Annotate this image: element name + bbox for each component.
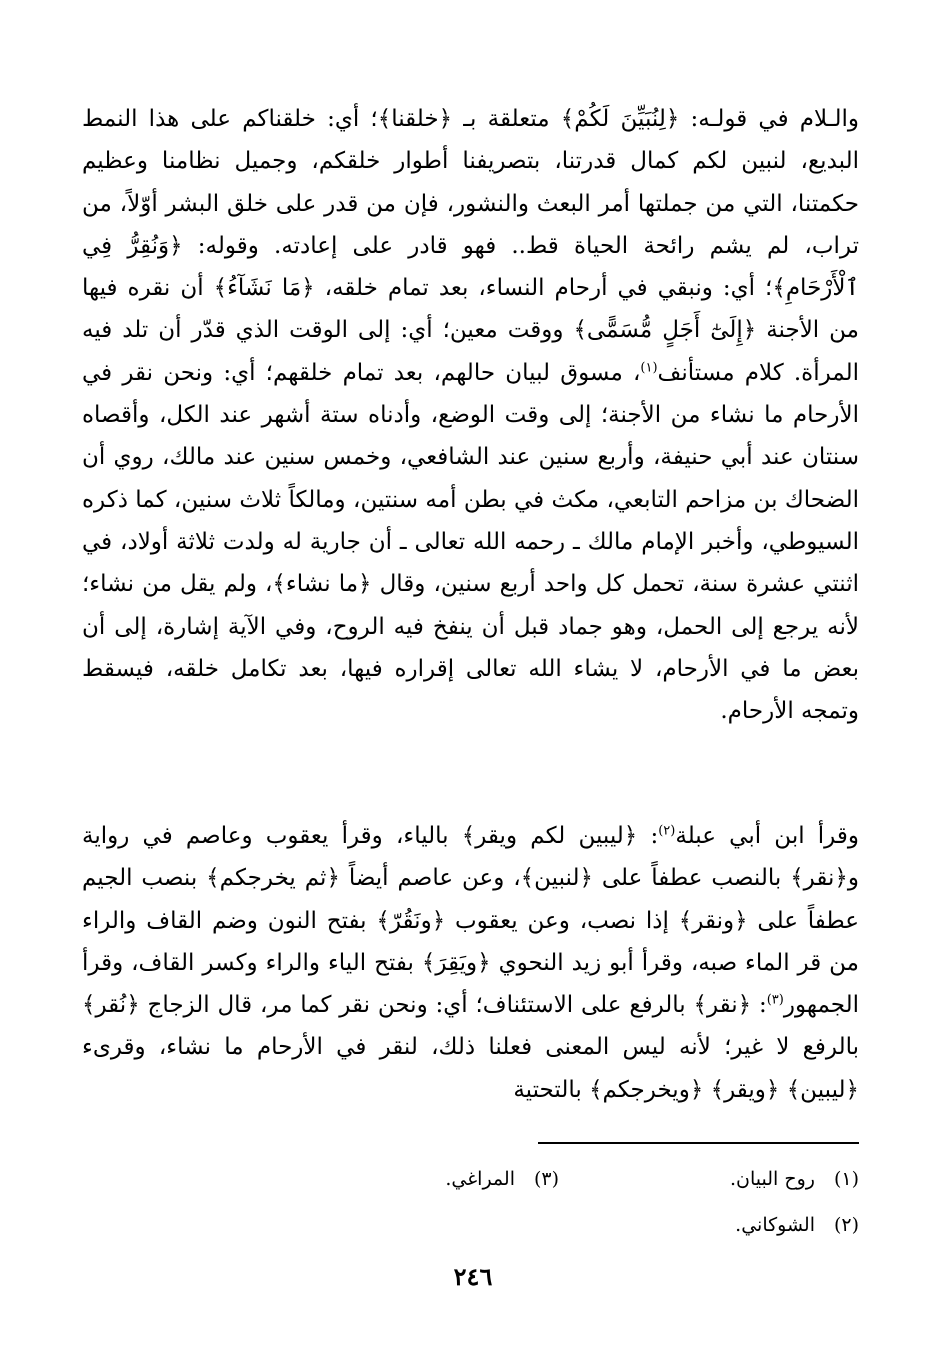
footnotes <box>82 1156 859 1248</box>
footnote-number: (٢) <box>833 1214 859 1236</box>
paragraph-1 <box>82 98 859 732</box>
paragraph-text: ، مسوق لبيان حالهم، بعد تمام خلقهم؛ أي: ونحن نقر في الأرحام ما نشاء من الأجنة؛ إلى وقت الوضع، وأدناه ستة أشهر عند الكل، وأقصاه سنتان عند أبي حنيفة، وأربع سنين عند الشافعي، وخمس سنين عند مالك، روي أن الضحاك بن مزاحم التابعي، مكث في بطن أمه سنتين، ومالكاً ثلاث سنين، كما ذكره السيوطي، وأخبر الإمام مالك ـ رحمه الله تعالى ـ أن جارية له ولدت ثلاثة أولاد، في اثنتي عشرة سنة، تحمل كل واحد أربع سنين، وقال ﴿ما نشاء﴾، ولم يقل من نشاء؛ لأنه يرجع إلى الحمل، وهو جماد قبل أن ينفخ فيه الروح، وفي الآية إشارة، إلى أن بعض ما في الأرحام، لا يشاء الله تعالى إقراره فيها، بعد تكامل خلقه، فيسقط وتمجه الأرحام. <box>82 359 860 725</box>
footnote-text: الشوكاني. <box>735 1214 815 1236</box>
footnote-2 <box>559 1202 859 1248</box>
footnote-reference: (١) <box>640 360 658 376</box>
footnote-1 <box>559 1156 859 1202</box>
paragraph-text: : ﴿نقر﴾ بالرفع على الاستئناف؛ أي: ونحن نقر كما مر، قال الزجاج ﴿نُقر﴾ بالرفع لا غير؛ لأنه ليس المعنى فعلنا ذلك، لنقر في الأرحام ما نشاء، وقرىء ﴿ليبين﴾ ﴿ويقر﴾ ﴿ويخرجكم﴾ بالتحتية <box>82 992 859 1103</box>
footnote-separator <box>538 1142 859 1144</box>
paragraph-text: : ﴿ليبين لكم ويقر﴾ بالياء، وقرأ يعقوب وعاصم في رواية و﴿نقر﴾ بالنصب عطفاً على ﴿لنبين﴾، وعن عاصم أيضاً ﴿ثم يخرجكم﴾ بنصب الجيم عطفاً على ﴿ونقر﴾ إذا نصب، وعن يعقوب ﴿ونَقُرّ﴾ بفتح النون وضم القاف والراء من قر الماء صبه، وقرأ أبو زيد النحوي ﴿ويَقِرَ﴾ بفتح الياء والراء وكسر القاف، وقرأ الجمهور <box>82 823 859 1019</box>
footnote-number: (٣) <box>533 1168 559 1190</box>
paragraph-text: وقرأ ابن أبي عبلة <box>675 823 859 849</box>
footnote-reference: (٣) <box>766 992 784 1008</box>
footnote-row-1 <box>82 1156 859 1202</box>
paragraph-text: والـلام في قولـه: ﴿لِنُبَيِّنَ لَكُمْ﴾ متعلقة بـ ﴿خلقنا﴾؛ أي: خلقناكم على هذا النمط البديع، لنبين لكم كمال قدرتنا، بتصريفنا أطوار خلقكم، وجميل نظامنا وعظيم حكمتنا، التي من جملتها أمر البعث والنشور، فإن من قدر على خلق البشر أوّلاً، من تراب، لم يشم رائحة الحياة قط.. فهو قادر على إعادته. وقوله: ﴿وَنُقِرُّ فِي ٱلْأَرْحَامِ﴾؛ أي: ونبقي في أرحام النساء، بعد تمام خلقه، ﴿مَا نَشَآءُ﴾ أن نقره فيها من الأجنة ﴿إِلَىٰٓ أَجَلٍ مُّسَمًّى﴾ ووقت معين؛ أي: إلى الوقت الذي قدّر أن تلد فيه المرأة. كلام مستأنف <box>82 106 859 386</box>
footnote-text: روح البيان. <box>730 1168 815 1190</box>
page-number: ٢٤٦ <box>453 1262 493 1291</box>
footnote-text: المراغي. <box>445 1168 515 1190</box>
footnote-row-2 <box>82 1202 859 1248</box>
paragraph-2 <box>82 815 859 1111</box>
footnote-reference: (٢) <box>658 823 676 839</box>
footnote-3 <box>259 1156 559 1202</box>
footnote-number: (١) <box>833 1168 859 1190</box>
